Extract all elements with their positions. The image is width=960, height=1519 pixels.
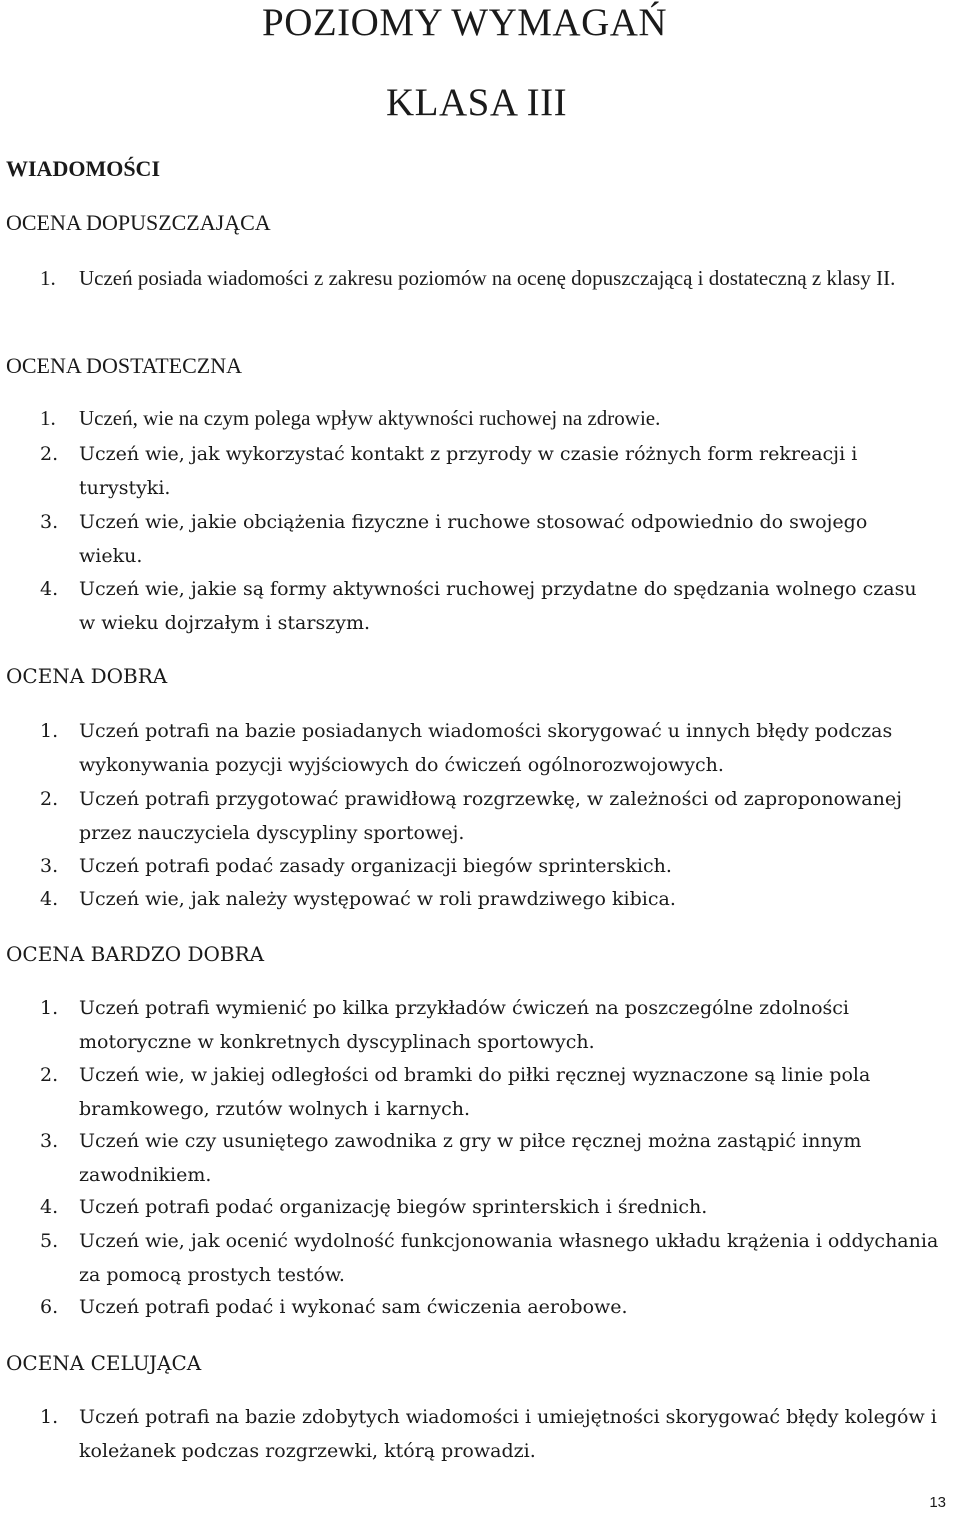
list-item: [40, 1190, 955, 1224]
item-text: Uczeń posiada wiadomości z zakresu poziomów na ocenę dopuszczającą i dostateczną z klasy II.: [79, 266, 896, 290]
item-number: 3.: [40, 511, 59, 533]
item-number: 2.: [40, 1064, 59, 1086]
list-item: [40, 714, 955, 782]
grade-heading-dostateczna: OCENA DOSTATECZNA: [6, 353, 242, 378]
item-number: 5.: [40, 1230, 59, 1252]
item-text: Uczeń, wie na czym polega wpływ aktywności ruchowej na zdrowie.: [79, 406, 661, 430]
item-text: Uczeń potrafi na bazie posiadanych wiadomości skorygować u innych błędy podczas wykonywania pozycji wyjściowych do ćwiczeń ogólnorozwojowych.: [79, 720, 893, 776]
item-text: Uczeń potrafi podać organizację biegów sprinterskich i średnich.: [79, 1196, 708, 1218]
item-number: 1.: [40, 1406, 59, 1428]
grade-heading-dobra: OCENA DOBRA: [6, 664, 168, 688]
item-text: Uczeń potrafi przygotować prawidłową rozgrzewkę, w zależności od zaproponowanej przez nauczyciela dyscypliny sportowej.: [79, 788, 902, 844]
list-item: [40, 437, 930, 505]
list-item: [40, 1124, 955, 1192]
item-number: 2.: [40, 443, 59, 465]
list-item: [40, 1400, 955, 1468]
item-number: 6.: [40, 1296, 59, 1318]
list-item: [40, 1290, 955, 1324]
list-item: [40, 572, 930, 640]
list-item: [40, 782, 955, 850]
item-text: Uczeń potrafi wymienić po kilka przykładów ćwiczeń na poszczególne zdolności motoryczne w konkretnych dyscyplinach sportowych.: [79, 997, 850, 1053]
item-text: Uczeń potrafi podać zasady organizacji biegów sprinterskich.: [79, 855, 672, 877]
document-title: POZIOMY WYMAGAŃ: [262, 1, 668, 44]
section-heading: WIADOMOŚCI: [6, 156, 161, 181]
item-text: Uczeń wie, w jakiej odległości od bramki do piłki ręcznej wyznaczone są linie pola bramkowego, rzutów wolnych i karnych.: [79, 1064, 871, 1120]
item-number: 4.: [40, 578, 59, 600]
item-number: 2.: [40, 788, 59, 810]
grade-heading-dopuszczajaca: OCENA DOPUSZCZAJĄCA: [6, 210, 271, 235]
grade-heading-celujaca: OCENA CELUJĄCA: [6, 1351, 202, 1375]
item-number: 3.: [40, 1130, 59, 1152]
list-item: [40, 1058, 955, 1126]
document-subtitle: KLASA III: [386, 81, 568, 124]
item-number: 1.: [40, 997, 59, 1019]
list-item: [40, 1224, 955, 1292]
item-text: Uczeń wie, jakie są formy aktywności ruchowej przydatne do spędzania wolnego czasu w wieku dojrzałym i starszym.: [79, 578, 917, 634]
item-number: 4.: [40, 888, 59, 910]
item-number: 3.: [40, 855, 59, 877]
list-item: [40, 505, 930, 573]
item-number: 1.: [40, 720, 59, 742]
item-number: 1.: [40, 406, 56, 430]
list-item: [40, 262, 955, 295]
item-text: Uczeń potrafi na bazie zdobytych wiadomości i umiejętności skorygować błędy kolegów i koleżanek podczas rozgrzewki, którą prowadzi.: [79, 1406, 937, 1462]
item-text: Uczeń wie, jak należy występować w roli prawdziwego kibica.: [79, 888, 676, 910]
item-text: Uczeń wie czy usuniętego zawodnika z gry w piłce ręcznej można zastąpić innym zawodnikiem.: [79, 1130, 862, 1186]
item-text: Uczeń wie, jakie obciążenia fizyczne i ruchowe stosować odpowiednio do swojego wieku.: [79, 511, 868, 567]
page-number: 13: [929, 1494, 946, 1511]
list-item: [40, 849, 955, 883]
item-text: Uczeń wie, jak ocenić wydolność funkcjonowania własnego układu krążenia i oddychania za pomocą prostych testów.: [79, 1230, 939, 1286]
list-item: [40, 882, 955, 916]
item-number: 1.: [40, 266, 56, 290]
list-item: [40, 991, 955, 1059]
list-item: [40, 402, 955, 435]
item-text: Uczeń wie, jak wykorzystać kontakt z przyrody w czasie różnych form rekreacji i turystyki.: [79, 443, 858, 499]
item-text: Uczeń potrafi podać i wykonać sam ćwiczenia aerobowe.: [79, 1296, 628, 1318]
item-number: 4.: [40, 1196, 59, 1218]
grade-heading-bardzo-dobra: OCENA BARDZO DOBRA: [6, 942, 265, 966]
